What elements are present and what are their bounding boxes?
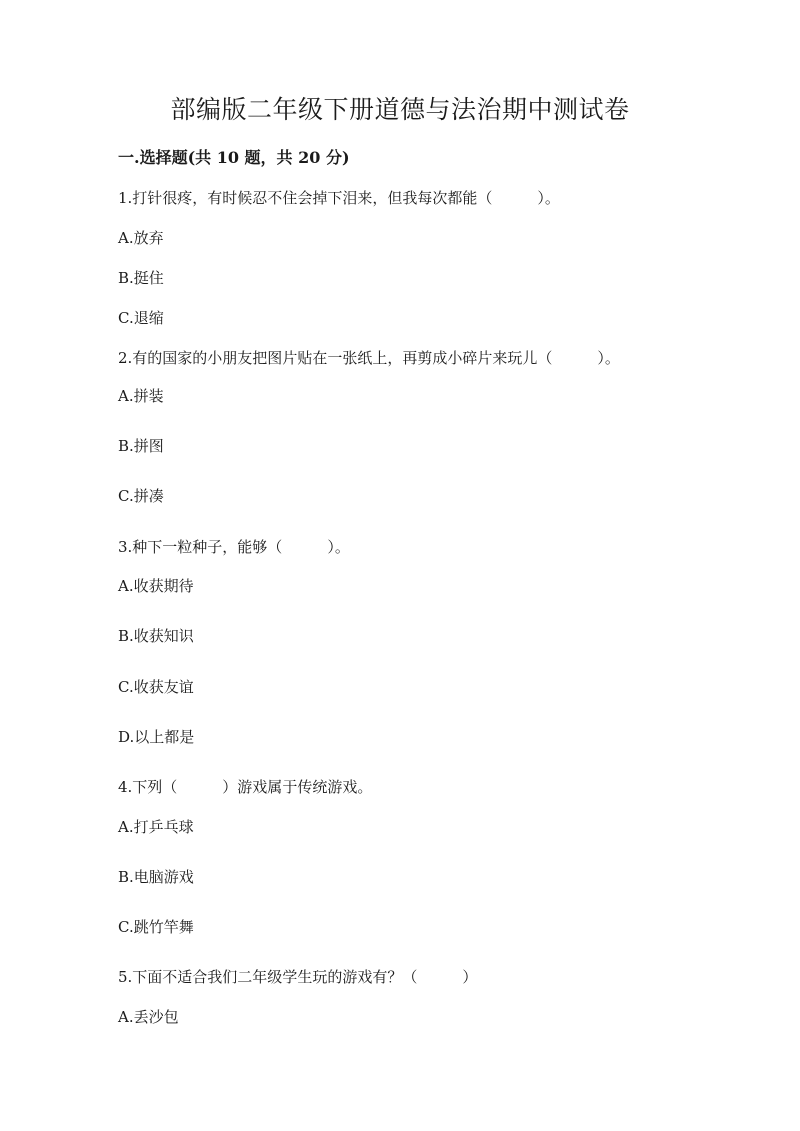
question-2-option-a: A.拼装: [118, 387, 164, 405]
question-4-option-a: A.打乒乓球: [118, 818, 194, 836]
question-2-option-c: C.拼凑: [118, 487, 164, 505]
question-4-option-c: C.跳竹竿舞: [118, 918, 194, 936]
question-3-option-a: A.收获期待: [118, 577, 194, 595]
question-3-option-d: D.以上都是: [118, 728, 195, 746]
question-2-stem: 2.有的国家的小朋友把图片贴在一张纸上，再剪成小碎片来玩儿（ ）。: [118, 349, 620, 367]
question-4-stem: 4.下列（ ）游戏属于传统游戏。: [118, 778, 373, 796]
section-header: 一.选择题(共 10 题，共 20 分): [118, 148, 350, 167]
page-title: 部编版二年级下册道德与法治期中测试卷: [170, 95, 630, 124]
question-4-option-b: B.电脑游戏: [118, 868, 194, 886]
question-1-stem: 1.打针很疼，有时候忍不住会掉下泪来，但我每次都能（ ）。: [118, 189, 560, 207]
question-1-option-a: A.放弃: [118, 229, 164, 247]
question-1-option-b: B.挺住: [118, 269, 164, 287]
question-2-option-b: B.拼图: [118, 437, 164, 455]
question-3-stem: 3.种下一粒种子，能够（ ）。: [118, 538, 350, 556]
question-3-option-b: B.收获知识: [118, 627, 194, 645]
question-5-stem: 5.下面不适合我们二年级学生玩的游戏有？（ ）: [118, 968, 478, 986]
question-3-option-c: C.收获友谊: [118, 678, 194, 696]
question-5-option-a: A.丢沙包: [118, 1008, 179, 1026]
question-1-option-c: C.退缩: [118, 309, 164, 327]
